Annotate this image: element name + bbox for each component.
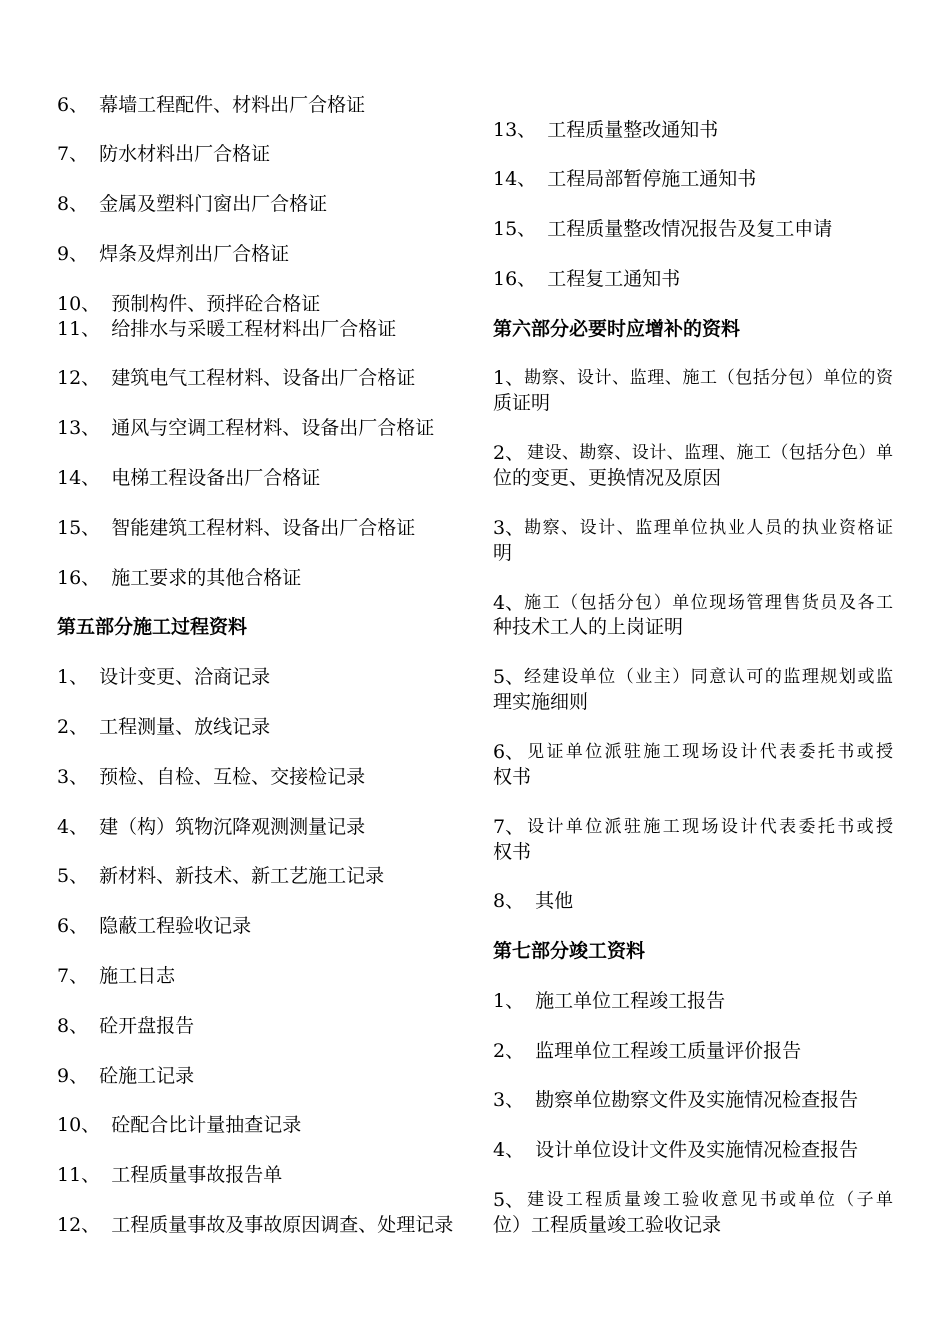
item-text: 给排水与采暖工程材料出厂合格证 bbox=[111, 317, 397, 340]
list-item bbox=[493, 1138, 893, 1163]
list-item bbox=[493, 1088, 893, 1113]
list-item bbox=[57, 466, 457, 491]
item-text: 工程测量、放线记录 bbox=[99, 715, 271, 738]
item-number: 7、 bbox=[57, 143, 89, 166]
item-text: 砼施工记录 bbox=[99, 1064, 195, 1087]
item-line-first bbox=[493, 740, 893, 765]
item-number: 5、 bbox=[493, 1189, 525, 1212]
list-item bbox=[493, 516, 893, 566]
item-number: 14、 bbox=[493, 168, 537, 191]
item-number: 11、 bbox=[57, 317, 101, 340]
list-item bbox=[57, 964, 457, 989]
list-item bbox=[57, 142, 457, 167]
item-number: 10、 bbox=[57, 292, 101, 315]
item-text: 工程复工通知书 bbox=[547, 267, 681, 290]
list-item bbox=[493, 217, 893, 242]
item-text: 工程局部暂停施工通知书 bbox=[547, 168, 757, 191]
item-number: 8、 bbox=[57, 193, 89, 216]
item-text: 勘察单位勘察文件及实施情况检查报告 bbox=[535, 1089, 859, 1112]
list-item bbox=[493, 118, 893, 143]
item-number: 4、 bbox=[57, 815, 89, 838]
list-item bbox=[493, 591, 893, 641]
item-number: 3、 bbox=[493, 516, 525, 539]
item-number: 2、 bbox=[493, 442, 525, 465]
item-number: 13、 bbox=[57, 417, 101, 440]
item-number: 6、 bbox=[493, 740, 525, 763]
item-text: 通风与空调工程材料、设备出厂合格证 bbox=[111, 417, 435, 440]
item-text: 工程质量事故报告单 bbox=[111, 1164, 283, 1187]
list-item bbox=[57, 1213, 457, 1238]
item-number: 15、 bbox=[493, 218, 537, 241]
item-number: 2、 bbox=[57, 715, 89, 738]
list-item bbox=[493, 1039, 893, 1064]
list-item bbox=[57, 1014, 457, 1039]
item-text: 预制构件、预拌砼合格证 bbox=[111, 292, 321, 315]
item-text: 施工（包括分包）单位现场管理售货员及各工 bbox=[524, 592, 893, 613]
item-line-continued: 位的变更、更换情况及原因 bbox=[493, 467, 722, 490]
section-heading-part6: 第六部分必要时应增补的资料 bbox=[493, 317, 741, 340]
item-text: 监理单位工程竣工质量评价报告 bbox=[535, 1039, 802, 1062]
item-text: 工程质量事故及事故原因调查、处理记录 bbox=[111, 1213, 454, 1236]
item-number: 2、 bbox=[493, 1039, 525, 1062]
list-item bbox=[57, 292, 457, 317]
item-text: 焊条及焊剂出厂合格证 bbox=[99, 242, 290, 265]
item-text: 施工日志 bbox=[99, 964, 176, 987]
item-number: 14、 bbox=[57, 466, 101, 489]
item-number: 12、 bbox=[57, 1213, 101, 1236]
list-item bbox=[493, 740, 893, 790]
item-number: 7、 bbox=[57, 964, 89, 987]
list-item bbox=[57, 864, 457, 889]
item-line-continued: 种技术工人的上岗证明 bbox=[493, 616, 684, 639]
list-item bbox=[493, 665, 893, 715]
list-item bbox=[493, 889, 893, 914]
item-text: 砼配合比计量抽查记录 bbox=[111, 1114, 302, 1137]
item-number: 8、 bbox=[57, 1014, 89, 1037]
item-line-continued: 权书 bbox=[493, 840, 532, 863]
item-text: 新材料、新技术、新工艺施工记录 bbox=[99, 865, 385, 888]
item-text: 施工要求的其他合格证 bbox=[111, 566, 302, 589]
list-item bbox=[57, 815, 457, 840]
item-number: 15、 bbox=[57, 516, 101, 539]
item-number: 1、 bbox=[493, 989, 525, 1012]
item-line-first bbox=[493, 366, 893, 391]
item-number: 1、 bbox=[493, 367, 525, 390]
list-item bbox=[493, 167, 893, 192]
list-item bbox=[57, 192, 457, 217]
item-line-first bbox=[493, 441, 893, 466]
list-item bbox=[57, 366, 457, 391]
item-number: 10、 bbox=[57, 1114, 101, 1137]
item-text: 防水材料出厂合格证 bbox=[99, 143, 271, 166]
item-text: 隐蔽工程验收记录 bbox=[99, 915, 252, 938]
item-line-first bbox=[493, 665, 893, 690]
item-number: 3、 bbox=[57, 765, 89, 788]
item-number: 13、 bbox=[493, 118, 537, 141]
list-item bbox=[493, 267, 893, 292]
list-item bbox=[493, 815, 893, 865]
item-line-continued: 权书 bbox=[493, 765, 532, 788]
list-item bbox=[57, 416, 457, 441]
item-text: 电梯工程设备出厂合格证 bbox=[111, 466, 321, 489]
item-text: 勘察、设计、监理单位执业人员的执业资格证 bbox=[524, 517, 893, 538]
item-line-first bbox=[493, 516, 893, 541]
item-line-continued: 位）工程质量竣工验收记录 bbox=[493, 1213, 722, 1236]
list-item bbox=[57, 914, 457, 939]
item-text: 设计单位派驻施工现场设计代表委托书或授 bbox=[527, 816, 893, 837]
item-text: 见证单位派驻施工现场设计代表委托书或授 bbox=[527, 741, 893, 762]
list-item bbox=[57, 765, 457, 790]
item-text: 建筑电气工程材料、设备出厂合格证 bbox=[111, 367, 416, 390]
item-number: 9、 bbox=[57, 1064, 89, 1087]
item-number: 5、 bbox=[493, 666, 525, 689]
item-text: 设计单位设计文件及实施情况检查报告 bbox=[535, 1139, 859, 1162]
item-line-first bbox=[493, 591, 893, 616]
item-line-first bbox=[493, 1188, 893, 1213]
item-number: 4、 bbox=[493, 1139, 525, 1162]
item-text: 工程质量整改情况报告及复工申请 bbox=[547, 218, 833, 241]
section-heading-part5: 第五部分施工过程资料 bbox=[57, 616, 248, 639]
item-number: 9、 bbox=[57, 242, 89, 265]
item-text: 智能建筑工程材料、设备出厂合格证 bbox=[111, 516, 416, 539]
list-item bbox=[57, 1064, 457, 1089]
item-number: 3、 bbox=[493, 1089, 525, 1112]
item-text: 建设工程质量竣工验收意见书或单位（子单 bbox=[527, 1190, 893, 1211]
item-line-continued: 明 bbox=[493, 541, 513, 564]
item-text: 建设、勘察、设计、监理、施工（包括分色）单 bbox=[527, 443, 893, 464]
list-item bbox=[57, 665, 457, 690]
item-text: 勘察、设计、监理、施工（包括分包）单位的资 bbox=[524, 368, 893, 389]
item-text: 工程质量整改通知书 bbox=[547, 118, 719, 141]
item-text: 施工单位工程竣工报告 bbox=[535, 989, 726, 1012]
list-item bbox=[57, 516, 457, 541]
list-item bbox=[57, 715, 457, 740]
item-number: 16、 bbox=[493, 267, 537, 290]
item-line-continued: 理实施细则 bbox=[493, 691, 589, 714]
item-number: 1、 bbox=[57, 666, 89, 689]
item-text: 金属及塑料门窗出厂合格证 bbox=[99, 193, 328, 216]
list-item bbox=[493, 366, 893, 416]
list-item bbox=[57, 242, 457, 267]
item-number: 4、 bbox=[493, 591, 525, 614]
item-line-continued: 质证明 bbox=[493, 392, 551, 415]
list-item bbox=[493, 1188, 893, 1238]
list-item bbox=[493, 989, 893, 1014]
item-text: 幕墙工程配件、材料出厂合格证 bbox=[99, 93, 366, 116]
section-heading-part7: 第七部分竣工资料 bbox=[493, 940, 646, 963]
right-column bbox=[493, 118, 893, 1238]
item-line-first bbox=[493, 815, 893, 840]
item-text: 建（构）筑物沉降观测测量记录 bbox=[99, 815, 366, 838]
list-item bbox=[57, 566, 457, 591]
left-column bbox=[57, 93, 457, 1263]
item-number: 6、 bbox=[57, 93, 89, 116]
list-item bbox=[493, 441, 893, 491]
item-number: 16、 bbox=[57, 566, 101, 589]
item-number: 5、 bbox=[57, 865, 89, 888]
item-number: 7、 bbox=[493, 815, 525, 838]
item-text: 其他 bbox=[535, 890, 574, 913]
item-number: 12、 bbox=[57, 367, 101, 390]
list-item bbox=[57, 93, 457, 118]
list-item bbox=[57, 1163, 457, 1188]
item-number: 11、 bbox=[57, 1164, 101, 1187]
item-number: 8、 bbox=[493, 890, 525, 913]
item-text: 经建设单位（业主）同意认可的监理规划或监 bbox=[524, 667, 893, 688]
item-number: 6、 bbox=[57, 915, 89, 938]
item-text: 预检、自检、互检、交接检记录 bbox=[99, 765, 366, 788]
item-text: 砼开盘报告 bbox=[99, 1014, 195, 1037]
list-item bbox=[57, 317, 457, 342]
list-item bbox=[57, 1113, 457, 1138]
item-text: 设计变更、洽商记录 bbox=[99, 666, 271, 689]
